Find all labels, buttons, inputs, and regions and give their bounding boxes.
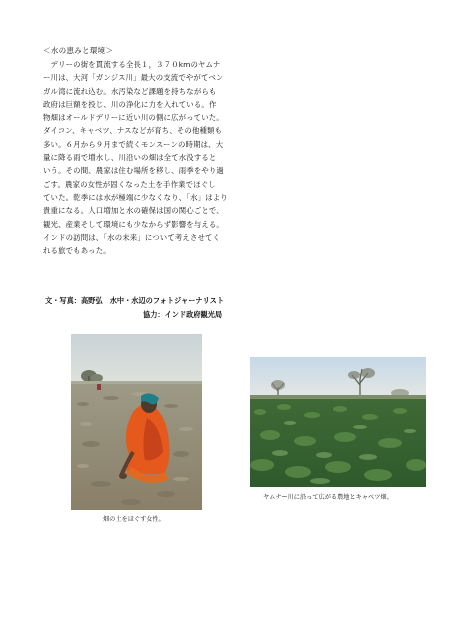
photo1-caption: 畑の土をほぐす女性。 [103, 516, 165, 523]
body-line: 物畑はオールドデリーに近い川の側に広がっていた。 [43, 113, 224, 123]
photo2-caption: ヤムナー川に沿って広がる農地とキャベツ畑。 [263, 494, 393, 501]
body-line: インドの訪問は、「水の未来」について考えさせてく [43, 232, 221, 242]
body-line: 量に降る雨で増水し、川沿いの畑は全て水没すると [43, 153, 217, 163]
body-line: デリーの街を貫流する全長１，３７０kmのヤムナ [43, 60, 221, 69]
photo-cabbage-field [250, 357, 426, 487]
photo-woman-in-field [71, 334, 202, 510]
article-body [43, 58, 233, 257]
body-line: いう。その間、農家は住む場所を移し、雨季をやり過 [43, 166, 224, 176]
cooperation-credit: 協力：インド政府観光局 [143, 310, 223, 319]
body-line: 観光、産業そして環境にも少なからず影響を与える。 [43, 219, 224, 229]
body-line: ー川は、大河「ガンジス川」最大の支流でやがてベン [43, 73, 224, 83]
article-heading: ＜水の恵みと環境＞ [43, 46, 114, 55]
body-line: 多い。６月から９月まで続くモンスーンの時期は、大 [43, 139, 224, 149]
author-credit: 文・写真：高野弘 水中・水辺のフォトジャーナリスト [45, 296, 225, 305]
body-line: ダイコン、キャベツ、ナスなどが育ち、その他種類も [43, 126, 223, 136]
body-line: 貴重になる。人口増加と水の確保は国の関心ごとで、 [43, 206, 224, 216]
body-line: れる旅でもあった。 [43, 246, 111, 256]
body-line: ガル湾に流れ込む。水汚染など課題を持ちながらも [43, 86, 217, 96]
body-line: 政府は巨額を投じ、川の浄化に力を入れている。作 [43, 99, 217, 109]
body-line: ていた。乾季には水が極端に少なくなり、「水」はより [43, 192, 228, 202]
body-line: ごす。農家の女性が固くなった土を手作業でほぐし [43, 179, 216, 189]
